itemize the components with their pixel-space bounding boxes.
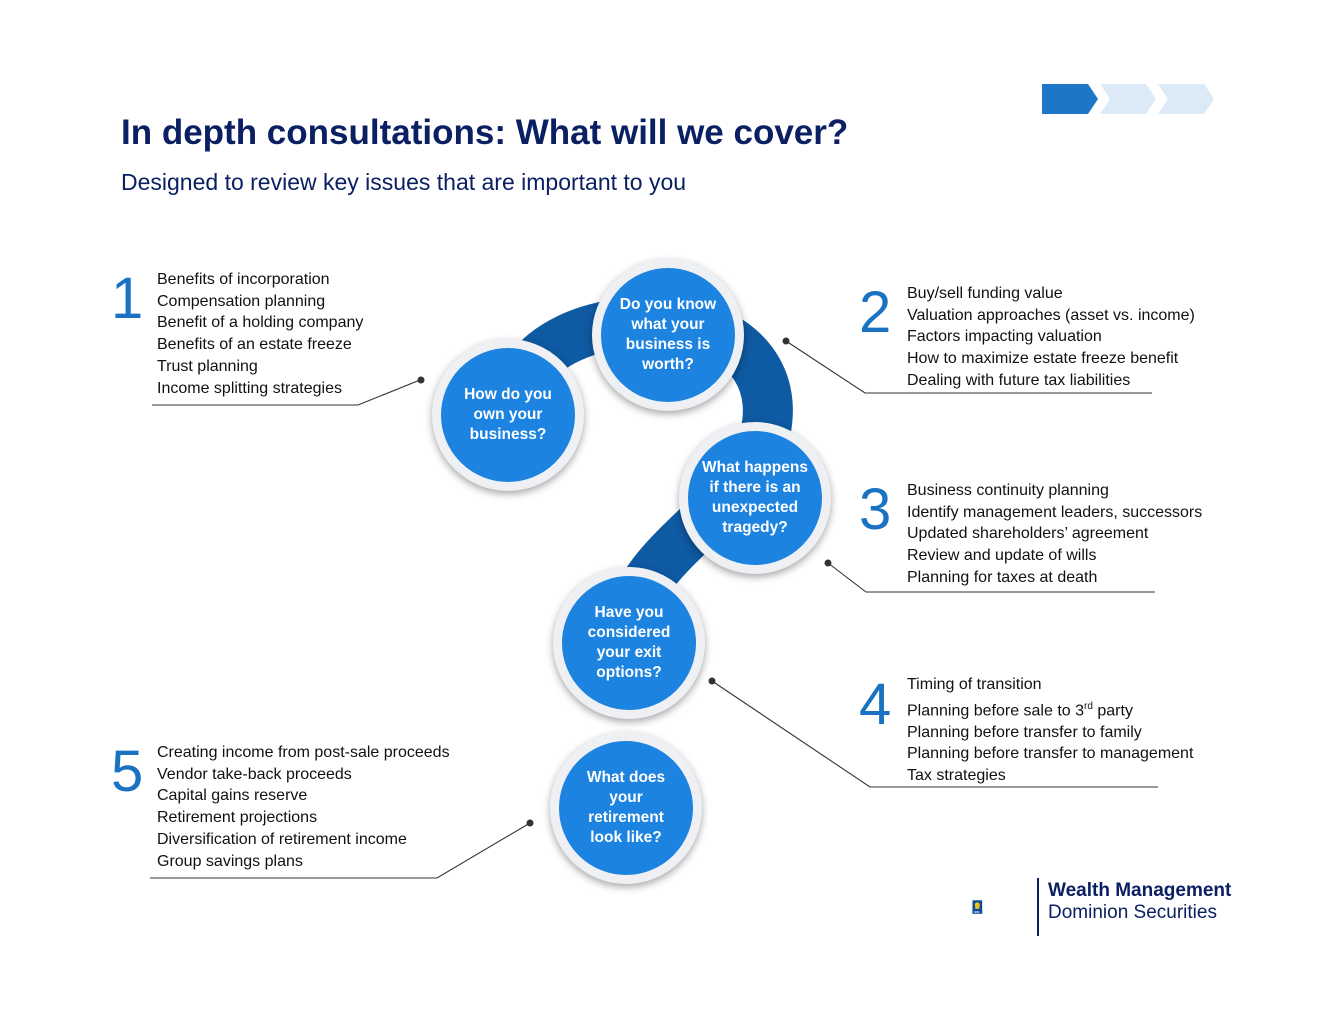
section-3-list xyxy=(907,480,1202,589)
circle-own-business: How do you own your business? xyxy=(432,339,584,491)
logo-mark-text: RBC xyxy=(974,911,981,914)
page-subtitle: Designed to review key issues that are important to you xyxy=(121,169,687,195)
list-item: Benefits of an estate freeze xyxy=(157,336,352,354)
list-item: Updated shareholders’ agreement xyxy=(907,525,1149,543)
list-item: Capital gains reserve xyxy=(157,787,308,805)
list-item: Buy/sell funding value xyxy=(907,285,1063,302)
section-2-list xyxy=(907,283,1195,392)
list-item: Planning before transfer to management xyxy=(907,745,1194,763)
list-item: How to maximize estate freeze benefit xyxy=(907,350,1179,368)
list-item: Review and update of wills xyxy=(907,547,1097,565)
list-item: Dealing with future tax liabilities xyxy=(907,371,1131,389)
list-item: Planning before sale to 3rd party xyxy=(907,700,1133,720)
circle-business-worth: Do you know what your business is worth? xyxy=(592,259,744,411)
list-item: Benefits of incorporation xyxy=(157,271,330,288)
list-item: Creating income from post-sale proceeds xyxy=(157,744,450,761)
page-title: In depth consultations: What will we cover? xyxy=(121,113,849,152)
rbc-logo xyxy=(972,876,1032,938)
section-number-4: 4 xyxy=(859,672,892,737)
list-item: Compensation planning xyxy=(157,292,326,310)
list-item: Vendor take-back proceeds xyxy=(157,765,352,783)
section-number-3: 3 xyxy=(859,477,892,542)
circle-retirement: What does your retirement look like? xyxy=(550,732,702,884)
section-5-list xyxy=(157,742,450,872)
list-item: Business continuity planning xyxy=(907,482,1109,499)
logo-line-2: Dominion Securities xyxy=(1048,902,1217,923)
list-item: Tax strategies xyxy=(907,767,1006,785)
logo-wordmark xyxy=(1048,880,1231,924)
list-item: Identify management leaders, successors xyxy=(907,503,1203,521)
list-item: Valuation approaches (asset vs. income) xyxy=(907,306,1195,324)
list-item: Retirement projections xyxy=(157,809,318,827)
list-item: Timing of transition xyxy=(907,676,1042,693)
list-item: Trust planning xyxy=(157,357,258,375)
list-item: Factors impacting valuation xyxy=(907,328,1102,346)
section-number-5: 5 xyxy=(111,739,144,804)
connector-dot-3 xyxy=(825,560,832,567)
section-4-list xyxy=(907,674,1193,787)
logo-divider xyxy=(1037,878,1039,936)
circle-unexpected-tragedy: What happens if there is an unexpected tragedy? xyxy=(679,422,831,574)
list-item: Planning before transfer to family xyxy=(907,723,1142,741)
section-number-2: 2 xyxy=(859,280,892,345)
list-item: Benefit of a holding company xyxy=(157,314,364,332)
list-item: Income splitting strategies xyxy=(157,379,342,397)
connector-dot-5 xyxy=(527,820,534,827)
connector-dot-1 xyxy=(418,377,425,384)
list-item: Group savings plans xyxy=(157,852,303,870)
connector-dot-2 xyxy=(783,338,790,345)
list-item: Planning for taxes at death xyxy=(907,568,1098,586)
circle-exit-options: Have you considered your exit options? xyxy=(553,567,705,719)
section-number-1: 1 xyxy=(111,266,144,331)
logo-line-1: Wealth Management xyxy=(1048,880,1232,901)
list-item: Diversification of retirement income xyxy=(157,830,407,848)
connector-dot-4 xyxy=(709,678,716,685)
section-1-list xyxy=(157,269,363,399)
